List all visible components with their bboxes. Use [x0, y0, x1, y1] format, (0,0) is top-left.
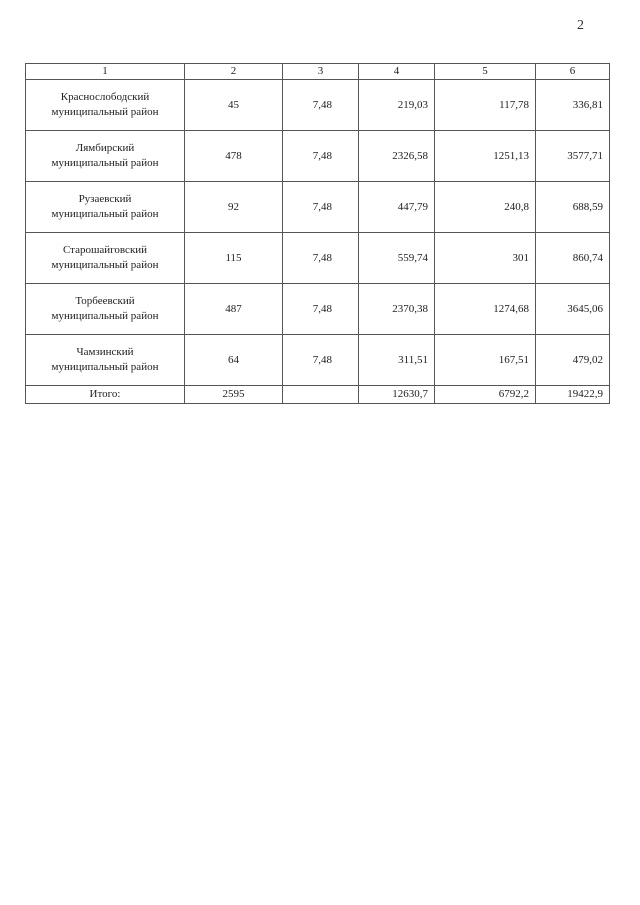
table-row: [26, 335, 610, 386]
cell-col6: 479,02: [536, 335, 610, 386]
cell-col2: 115: [185, 233, 283, 284]
cell-col2: 487: [185, 284, 283, 335]
district-name-line2: муниципальный район: [51, 106, 159, 118]
column-header-1: 1: [26, 64, 185, 80]
column-header-2: 2: [185, 64, 283, 80]
table-row: [26, 80, 610, 131]
cell-col4: 559,74: [359, 233, 435, 284]
cell-col6: 336,81: [536, 80, 610, 131]
total-col2: 2595: [185, 386, 283, 404]
cell-col2: 45: [185, 80, 283, 131]
cell-col3: 7,48: [283, 182, 359, 233]
district-name-line1: Чамзинский: [76, 346, 134, 358]
district-name-line1: Лямбирский: [75, 142, 135, 154]
column-header-5: 5: [435, 64, 536, 80]
table-row: [26, 182, 610, 233]
column-header-6: 6: [536, 64, 610, 80]
district-name-line1: Рузаевский: [78, 193, 132, 205]
table-row: [26, 233, 610, 284]
cell-col3: 7,48: [283, 335, 359, 386]
district-name: [26, 233, 185, 284]
cell-col6: 3577,71: [536, 131, 610, 182]
district-name-line2: муниципальный район: [51, 208, 159, 220]
cell-col6: 860,74: [536, 233, 610, 284]
table-header-row: [26, 64, 610, 80]
cell-col5: 1274,68: [435, 284, 536, 335]
cell-col3: 7,48: [283, 80, 359, 131]
cell-col5: 1251,13: [435, 131, 536, 182]
cell-col3: 7,48: [283, 284, 359, 335]
district-name: [26, 131, 185, 182]
cell-col5: 167,51: [435, 335, 536, 386]
district-name-line2: муниципальный район: [51, 157, 159, 169]
data-table: [25, 63, 610, 404]
district-name-line1: Старошайговский: [62, 244, 148, 256]
column-header-3: 3: [283, 64, 359, 80]
district-name: [26, 335, 185, 386]
cell-col6: 688,59: [536, 182, 610, 233]
district-name-line2: муниципальный район: [51, 361, 159, 373]
district-name-line1: Торбеевский: [75, 295, 135, 307]
cell-col4: 219,03: [359, 80, 435, 131]
cell-col4: 447,79: [359, 182, 435, 233]
table-row: [26, 131, 610, 182]
total-col4: 12630,7: [359, 386, 435, 404]
total-row: [26, 386, 610, 404]
cell-col3: 7,48: [283, 131, 359, 182]
total-label: Итого:: [26, 386, 185, 404]
cell-col2: 64: [185, 335, 283, 386]
cell-col5: 240,8: [435, 182, 536, 233]
total-col5: 6792,2: [435, 386, 536, 404]
total-col3: [283, 386, 359, 404]
cell-col4: 2326,58: [359, 131, 435, 182]
district-name-line2: муниципальный район: [51, 310, 159, 322]
cell-col2: 92: [185, 182, 283, 233]
cell-col6: 3645,06: [536, 284, 610, 335]
cell-col5: 117,78: [435, 80, 536, 131]
cell-col5: 301: [435, 233, 536, 284]
district-name-line1: Краснослободский: [60, 91, 150, 103]
district-name: [26, 182, 185, 233]
cell-col3: 7,48: [283, 233, 359, 284]
total-col6: 19422,9: [536, 386, 610, 404]
district-name: [26, 284, 185, 335]
district-name: [26, 80, 185, 131]
table-row: [26, 284, 610, 335]
cell-col4: 2370,38: [359, 284, 435, 335]
district-name-line2: муниципальный район: [51, 259, 159, 271]
page-number: 2: [577, 18, 584, 33]
cell-col2: 478: [185, 131, 283, 182]
column-header-4: 4: [359, 64, 435, 80]
cell-col4: 311,51: [359, 335, 435, 386]
